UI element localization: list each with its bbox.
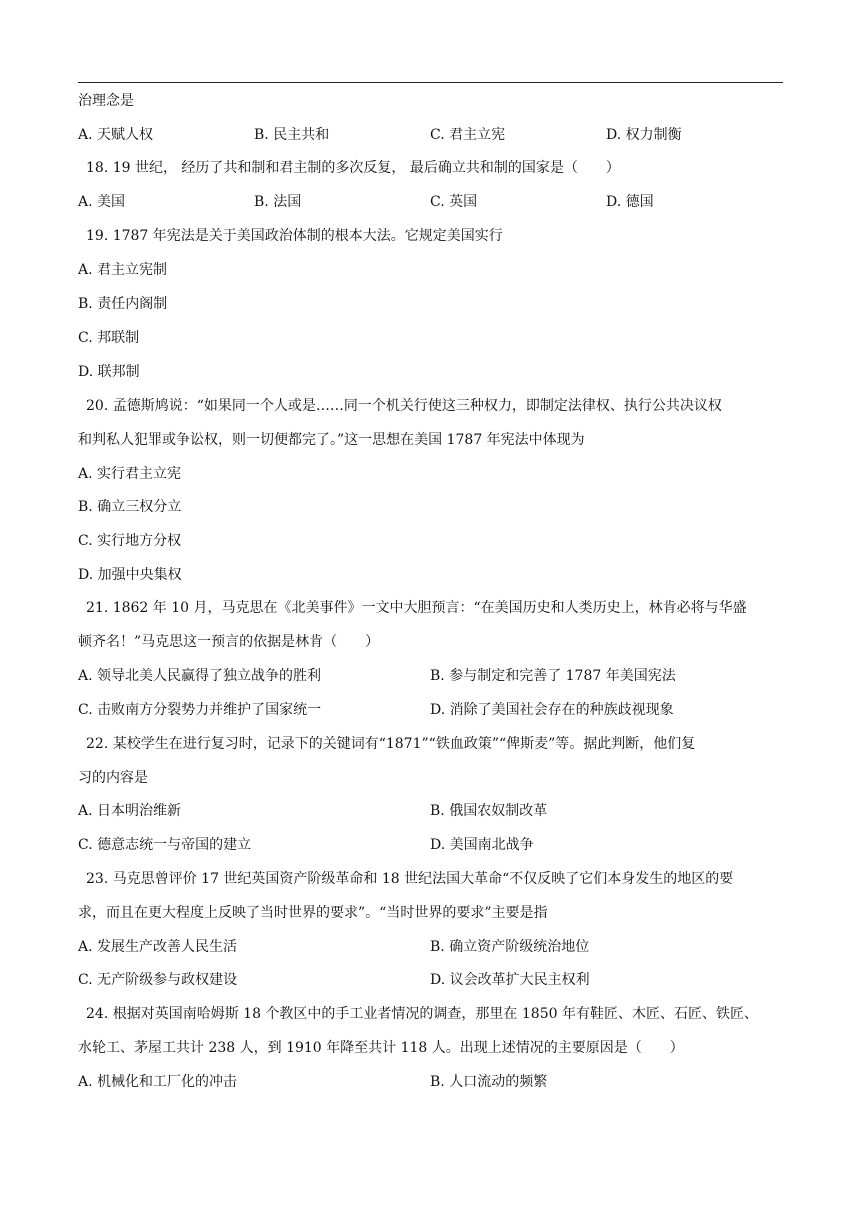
q22-option-a: A. 日本明治维新	[78, 803, 182, 819]
q22-option-b: B. 俄国农奴制改革	[430, 803, 548, 819]
q18-option-c: C. 英国	[430, 194, 478, 210]
q22-stem-line-1: 22. 某校学生在进行复习时，记录下的关键词有“1871”“铁血政策”“俾斯麦”等。据此判断，他们复	[86, 736, 696, 752]
q20-option-a: A. 实行君主立宪	[78, 466, 182, 482]
q21-option-d: D. 消除了美国社会存在的种族歧视现象	[430, 702, 674, 718]
q21-stem-line-2: 顿齐名！”马克思这一预言的依据是林肯（ ）	[78, 634, 380, 650]
q22-stem-line-2: 习的内容是	[78, 770, 148, 786]
q20-option-d: D. 加强中央集权	[78, 567, 182, 583]
q23-option-c: C. 无产阶级参与政权建设	[78, 972, 238, 988]
q18-option-d: D. 德国	[606, 194, 654, 210]
q19-option-c: C. 邦联制	[78, 330, 140, 346]
q22-option-c: C. 德意志统一与帝国的建立	[78, 837, 252, 853]
q18-option-b: B. 法国	[254, 194, 302, 210]
q23-option-a: A. 发展生产改善人民生活	[78, 939, 238, 955]
q23-option-b: B. 确立资产阶级统治地位	[430, 939, 590, 955]
q24-option-b: B. 人口流动的频繁	[430, 1074, 548, 1090]
q19-option-d: D. 联邦制	[78, 364, 140, 380]
q20-stem-line-2: 和判私人犯罪或争讼权，则一切便都完了。”这一思想在美国 1787 年宪法中体现为	[78, 432, 585, 448]
q22-option-d: D. 美国南北战争	[430, 837, 534, 853]
q19-stem: 19. 1787 年宪法是关于美国政治体制的根本大法。它规定美国实行	[86, 228, 503, 244]
q23-stem-line-1: 23. 马克思曾评价 17 世纪英国资产阶级革命和 18 世纪法国大革命“不仅反映了它们本身发生的地区的要	[86, 871, 734, 887]
q24-stem-line-2: 水轮工、茅屋工共计 238 人，到 1910 年降至共计 118 人。出现上述情况的主要原因是（ ）	[78, 1040, 684, 1056]
q24-stem-line-1: 24. 根据对英国南哈姆斯 18 个教区中的手工业者情况的调查，那里在 1850 年有鞋匠、木匠、石匠、铁匠、	[86, 1006, 758, 1022]
q24-option-a: A. 机械化和工厂化的冲击	[78, 1074, 238, 1090]
q17-stem-tail: 治理念是	[78, 93, 134, 109]
q20-stem-line-1: 20. 孟德斯鸠说：“如果同一个人或是……同一个机关行使这三种权力，即制定法律权、执行公共决议权	[86, 398, 722, 414]
q21-option-c: C. 击败南方分裂势力并维护了国家统一	[78, 702, 322, 718]
q21-option-b: B. 参与制定和完善了 1787 年美国宪法	[430, 668, 676, 684]
q18-option-a: A. 美国	[78, 194, 126, 210]
q18-stem: 18. 19 世纪， 经历了共和制和君主制的多次反复， 最后确立共和制的国家是（ ）	[86, 160, 620, 176]
q23-stem-line-2: 求，而且在更大程度上反映了当时世界的要求”。“当时世界的要求”主要是指	[78, 905, 548, 921]
q21-stem-line-1: 21. 1862 年 10 月，马克思在《北美事件》一文中大胆预言：“在美国历史和人类历史上，林肯必将与华盛	[86, 600, 747, 616]
q19-option-b: B. 责任内阁制	[78, 296, 168, 312]
q17-option-d: D. 权力制衡	[606, 127, 682, 143]
header-rule	[78, 82, 783, 83]
q17-option-b: B. 民主共和	[254, 127, 330, 143]
q17-option-a: A. 天赋人权	[78, 127, 154, 143]
q20-option-c: C. 实行地方分权	[78, 533, 182, 549]
q20-option-b: B. 确立三权分立	[78, 499, 182, 515]
q19-option-a: A. 君主立宪制	[78, 262, 168, 278]
q23-option-d: D. 议会改革扩大民主权利	[430, 972, 590, 988]
q17-option-c: C. 君主立宪	[430, 127, 506, 143]
q21-option-a: A. 领导北美人民赢得了独立战争的胜利	[78, 668, 322, 684]
